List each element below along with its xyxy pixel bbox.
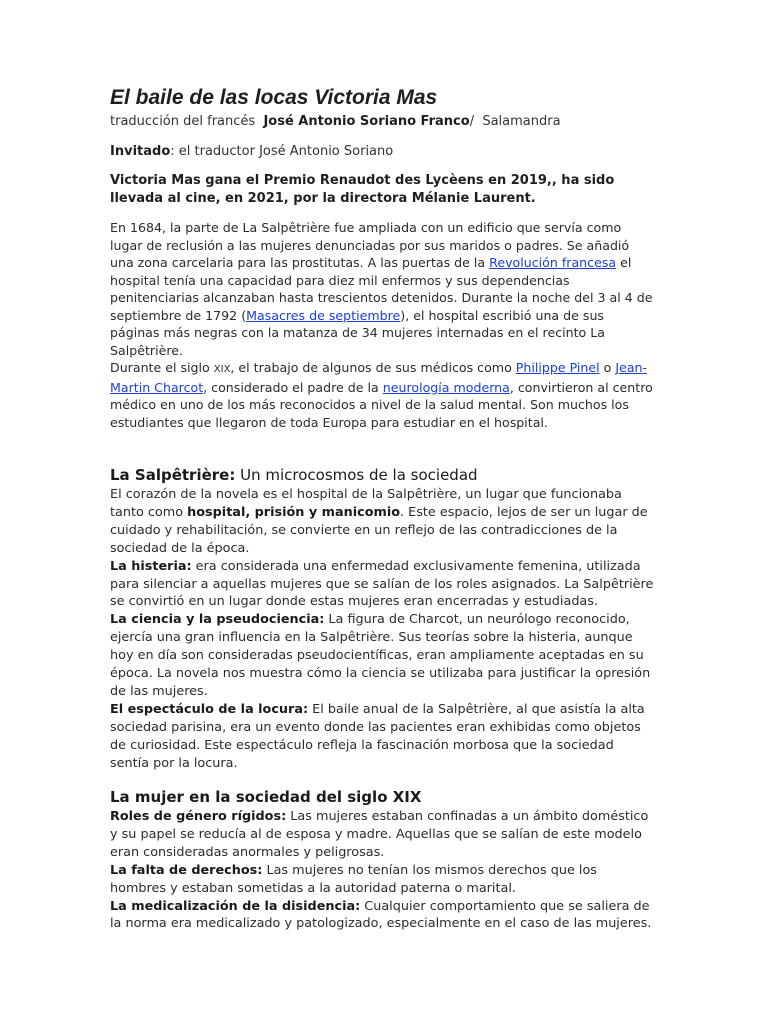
translation-prefix: traducción del francés xyxy=(110,114,256,129)
publisher-name: Salamandra xyxy=(482,114,561,129)
section-heading-salpetriere xyxy=(110,466,478,484)
intro-text: En 1684, la parte de La Salpêtrière fue ampliada con un edificio que servía como lugar de reclusión a las mujeres denunciadas por sus maridos o padres. Se añadió una zona carcelaria para las prostitutas. A las puertas de la xyxy=(110,220,630,270)
link-philippe-pinel[interactable]: Philippe Pinel xyxy=(515,360,600,375)
section-paragraph xyxy=(110,486,655,558)
section-paragraph xyxy=(110,611,655,701)
intro-text: Durante el siglo xyxy=(110,360,214,375)
link-neurologia-moderna[interactable]: neurología moderna xyxy=(382,379,510,395)
section-heading-mujer xyxy=(110,788,421,806)
heading-rest: Un microcosmos de la sociedad xyxy=(235,466,478,484)
paragraph-text: Las mujeres no tenían los mismos derechos que los hombres y estaban sometidas a la autoridad paterna o marital. xyxy=(110,862,597,896)
translator-name: José Antonio Soriano Franco xyxy=(263,114,470,129)
document-title: El baile de las locas Victoria Mas xyxy=(110,86,438,109)
intro-block xyxy=(110,219,655,431)
intro-text: , convirtieron al centro médico en uno de los más reconocidos a nivel de la salud mental. Son muchos los estudiantes que llegaron de toda Europa para estudiar en el hospital. xyxy=(110,379,653,430)
heading-bold: La mujer en la sociedad del siglo XIX xyxy=(110,788,422,806)
section-paragraph xyxy=(110,558,655,612)
guest-text: : el traductor José Antonio Soriano xyxy=(170,144,394,159)
section-paragraph xyxy=(110,701,655,773)
bold-term: La histeria: xyxy=(110,558,192,574)
heading-bold: La Salpêtrière: xyxy=(110,466,236,484)
link-masacres-septiembre[interactable]: Masacres de septiembre xyxy=(246,307,401,323)
intro-text: o xyxy=(599,360,616,375)
intro-paragraph-1 xyxy=(110,219,655,359)
paragraph-text: Las mujeres estaban confinadas a un ámbito doméstico y su papel se reducía al de esposa y madre. Aquellas que se salían de este modelo eran consideradas anormales y peligrosas. xyxy=(110,809,649,860)
section-salpetriere xyxy=(110,486,655,773)
bold-term: Roles de género rígidos: xyxy=(110,809,287,824)
century-numeral: XIX xyxy=(213,364,231,375)
paragraph-text: El corazón de la novela es el hospital de la Salpêtrière, un lugar que funcionaba tanto como xyxy=(110,487,622,520)
subtitle-line xyxy=(110,114,561,129)
link-revolucion-francesa[interactable]: Revolución francesa xyxy=(489,255,617,270)
bold-term: La ciencia y la pseudociencia: xyxy=(110,612,325,628)
paragraph-text: . Este espacio, lejos de ser un lugar de cuidado y rehabilitación, se convierte en un reflejo de las contradicciones de la sociedad de la época. xyxy=(110,504,648,556)
paragraph-text: Cualquier comportamiento que se saliera de la norma era medicalizado y patologizado, especialmente en el caso de las mujeres. xyxy=(110,898,652,932)
intro-text: ), el hospital escribió una de sus páginas más negras con la matanza de 34 mujeres internadas en el recinto La Salpêtrière. xyxy=(110,307,605,358)
link-jean-martin-charcot[interactable]: Jean-Martin Charcot xyxy=(110,360,648,395)
lead-paragraph: Victoria Mas gana el Premio Renaudot des Lycèens en 2019,, ha sido llevada al cine, en 2021, por la directora Mélanie Laurent. xyxy=(110,173,615,206)
bold-term: La medicalización de la disidencia: xyxy=(110,898,361,914)
intro-paragraph-2 xyxy=(110,359,655,431)
subtitle-separator: / xyxy=(469,114,475,129)
guest-label: Invitado xyxy=(110,144,171,159)
paragraph-text: era considerada una enfermedad exclusivamente femenina, utilizada para silenciar a aquellas mujeres que se salían de los roles asignados. La Salpêtrière se convirtió en un lugar donde estas mujeres eran encerradas y estudiadas. xyxy=(110,558,654,610)
guest-line xyxy=(110,144,393,159)
section-paragraph xyxy=(110,862,655,898)
section-paragraph xyxy=(110,808,655,862)
paragraph-text: El baile anual de la Salpêtrière, al que asistía la alta sociedad parisina, era un evento donde las pacientes eran exhibidas como objetos de curiosidad. Este espectáculo refleja la fascinación morbosa que la sociedad sentía por la locura. xyxy=(110,701,645,771)
intro-text: , el trabajo de algunos de sus médicos como xyxy=(230,360,516,375)
bold-phrase: hospital, prisión y manicomio xyxy=(187,504,401,520)
bold-term: La falta de derechos: xyxy=(110,862,263,878)
intro-text: el hospital tenía una capacidad para diez mil enfermos y sus dependencias penitenciarias alcanzaban hasta trescientos detenidos. Durante la noche del 3 al 4 de septiembre de 1792 ( xyxy=(110,255,653,323)
bold-term: El espectáculo de la locura: xyxy=(110,701,309,717)
section-paragraph xyxy=(110,898,655,934)
section-mujer xyxy=(110,808,655,933)
intro-text: , considerado el padre de la xyxy=(203,379,383,395)
paragraph-text: La figura de Charcot, un neurólogo reconocido, ejercía una gran influencia en la Salpêtrière. Sus teorías sobre la histeria, aunque hoy en día son consideradas pseudocientíficas, eran ampliamente aceptadas en su época. La novela nos muestra cómo la ciencia se utilizaba para justificar la opresión de las mujeres. xyxy=(110,612,651,699)
